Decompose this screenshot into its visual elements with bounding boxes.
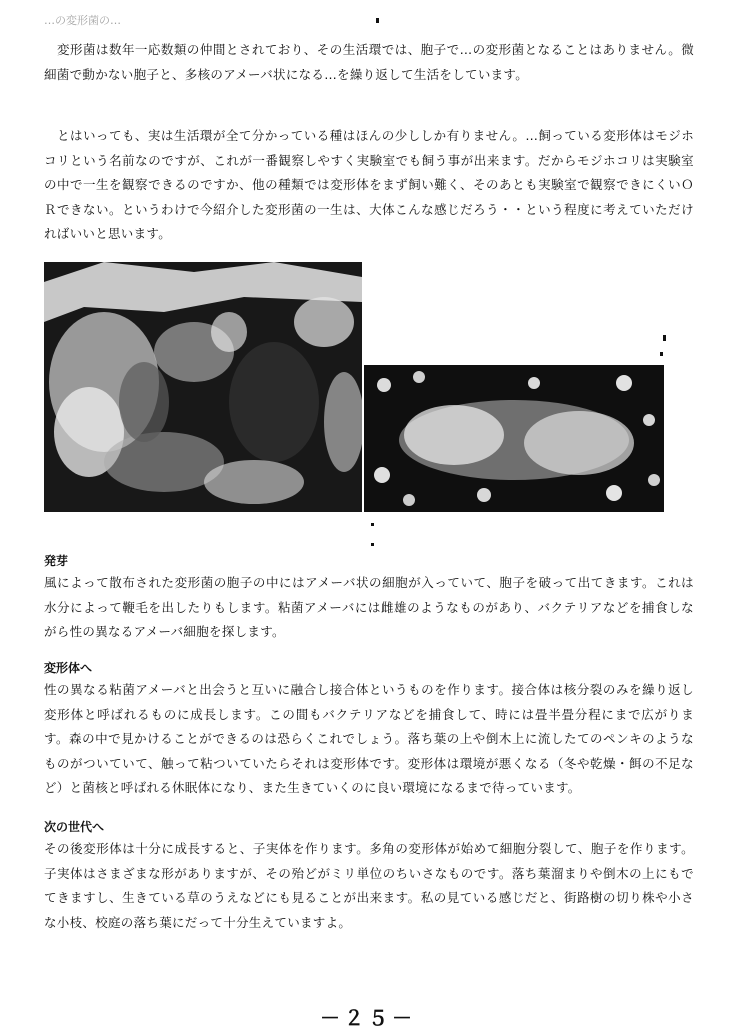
scan-speck	[376, 18, 379, 23]
slime-mold-photo-right	[364, 365, 664, 512]
photo-right-image	[364, 365, 664, 512]
slime-mold-photo-left	[44, 262, 362, 512]
scan-speck	[371, 543, 374, 546]
intro-paragraph-1: 変形菌は数年一応数類の仲間とされており、その生活環では、胞子で…の変形菌となることはありません。微細菌で動かない胞子と、多核のアメーバ状になる…を繰り返して生活をしています。	[44, 42, 694, 82]
scan-speck	[371, 523, 374, 526]
section-heading-plasmodium: 変形体へ	[44, 661, 93, 675]
section-body-germination: 風によって散布された変形菌の胞子の中にはアメーバ状の細胞が入っていて、胞子を破って出てきます。これは水分によって鞭毛を出したりもします。粘菌アメーバには雌雄のようなものがあり、バクテリアなどを捕食しながら性の異なるアメーバ細胞を探します。	[44, 575, 694, 639]
page-number: －２５－	[320, 1006, 416, 1030]
faded-header-text: …の変形菌の…	[44, 14, 121, 26]
section-heading-next-generation: 次の世代へ	[44, 820, 105, 834]
section-body-next-generation: その後変形体は十分に成長すると、子実体を作ります。多角の変形体が始めて細胞分裂して、胞子を作ります。子実体はさまざまな形がありますが、その殆どがミリ単位のちいさなものです。落ち葉溜まりや倒木の上にもでてきますし、生きている草のうえなどにも見ることが出来ます。私の見ている感じだと、街路樹の切り株や小さな小枝、校庭の落ち葉にだって十分生えていますよ。	[44, 841, 694, 930]
scan-speck	[660, 352, 663, 356]
section-heading-germination: 発芽	[44, 554, 69, 568]
scan-speck	[663, 335, 666, 341]
section-body-plasmodium: 性の異なる粘菌アメーバと出会うと互いに融合し接合体というものを作ります。接合体は核分裂のみを繰り返し変形体と呼ばれるものに成長します。この間もバクテリアなどを捕食して、時には畳半畳分程にまで広がります。森の中で見かけることができるのは恐らくこれでしょう。落ち葉の上や倒木上に流したてのペンキのようなものがついていて、触って粘ついていたらそれは変形体です。変形体は環境が悪くなる（冬や乾燥・餌の不足など）と菌核と呼ばれる休眠体になり、また生きていくのに良い環境になるまで待っています。	[44, 682, 694, 795]
photo-left-image	[44, 262, 362, 512]
intro-paragraph-2: とはいっても、実は生活環が全て分かっている種はほんの少ししか有りません。…飼っている変形体はモジホコリという名前なのですが、これが一番観察しやすく実験室でも飼う事が出来ます。だからモジホコリは実験室の中で一生を観察できるのですか、他の種類では変形体をまず飼い難く、そのあとも実験室で観察できにくいＯＲできない。というわけで今紹介した変形菌の一生は、大体こんな感じだろう・・という程度に考えていただければいいと思います。	[44, 128, 694, 241]
